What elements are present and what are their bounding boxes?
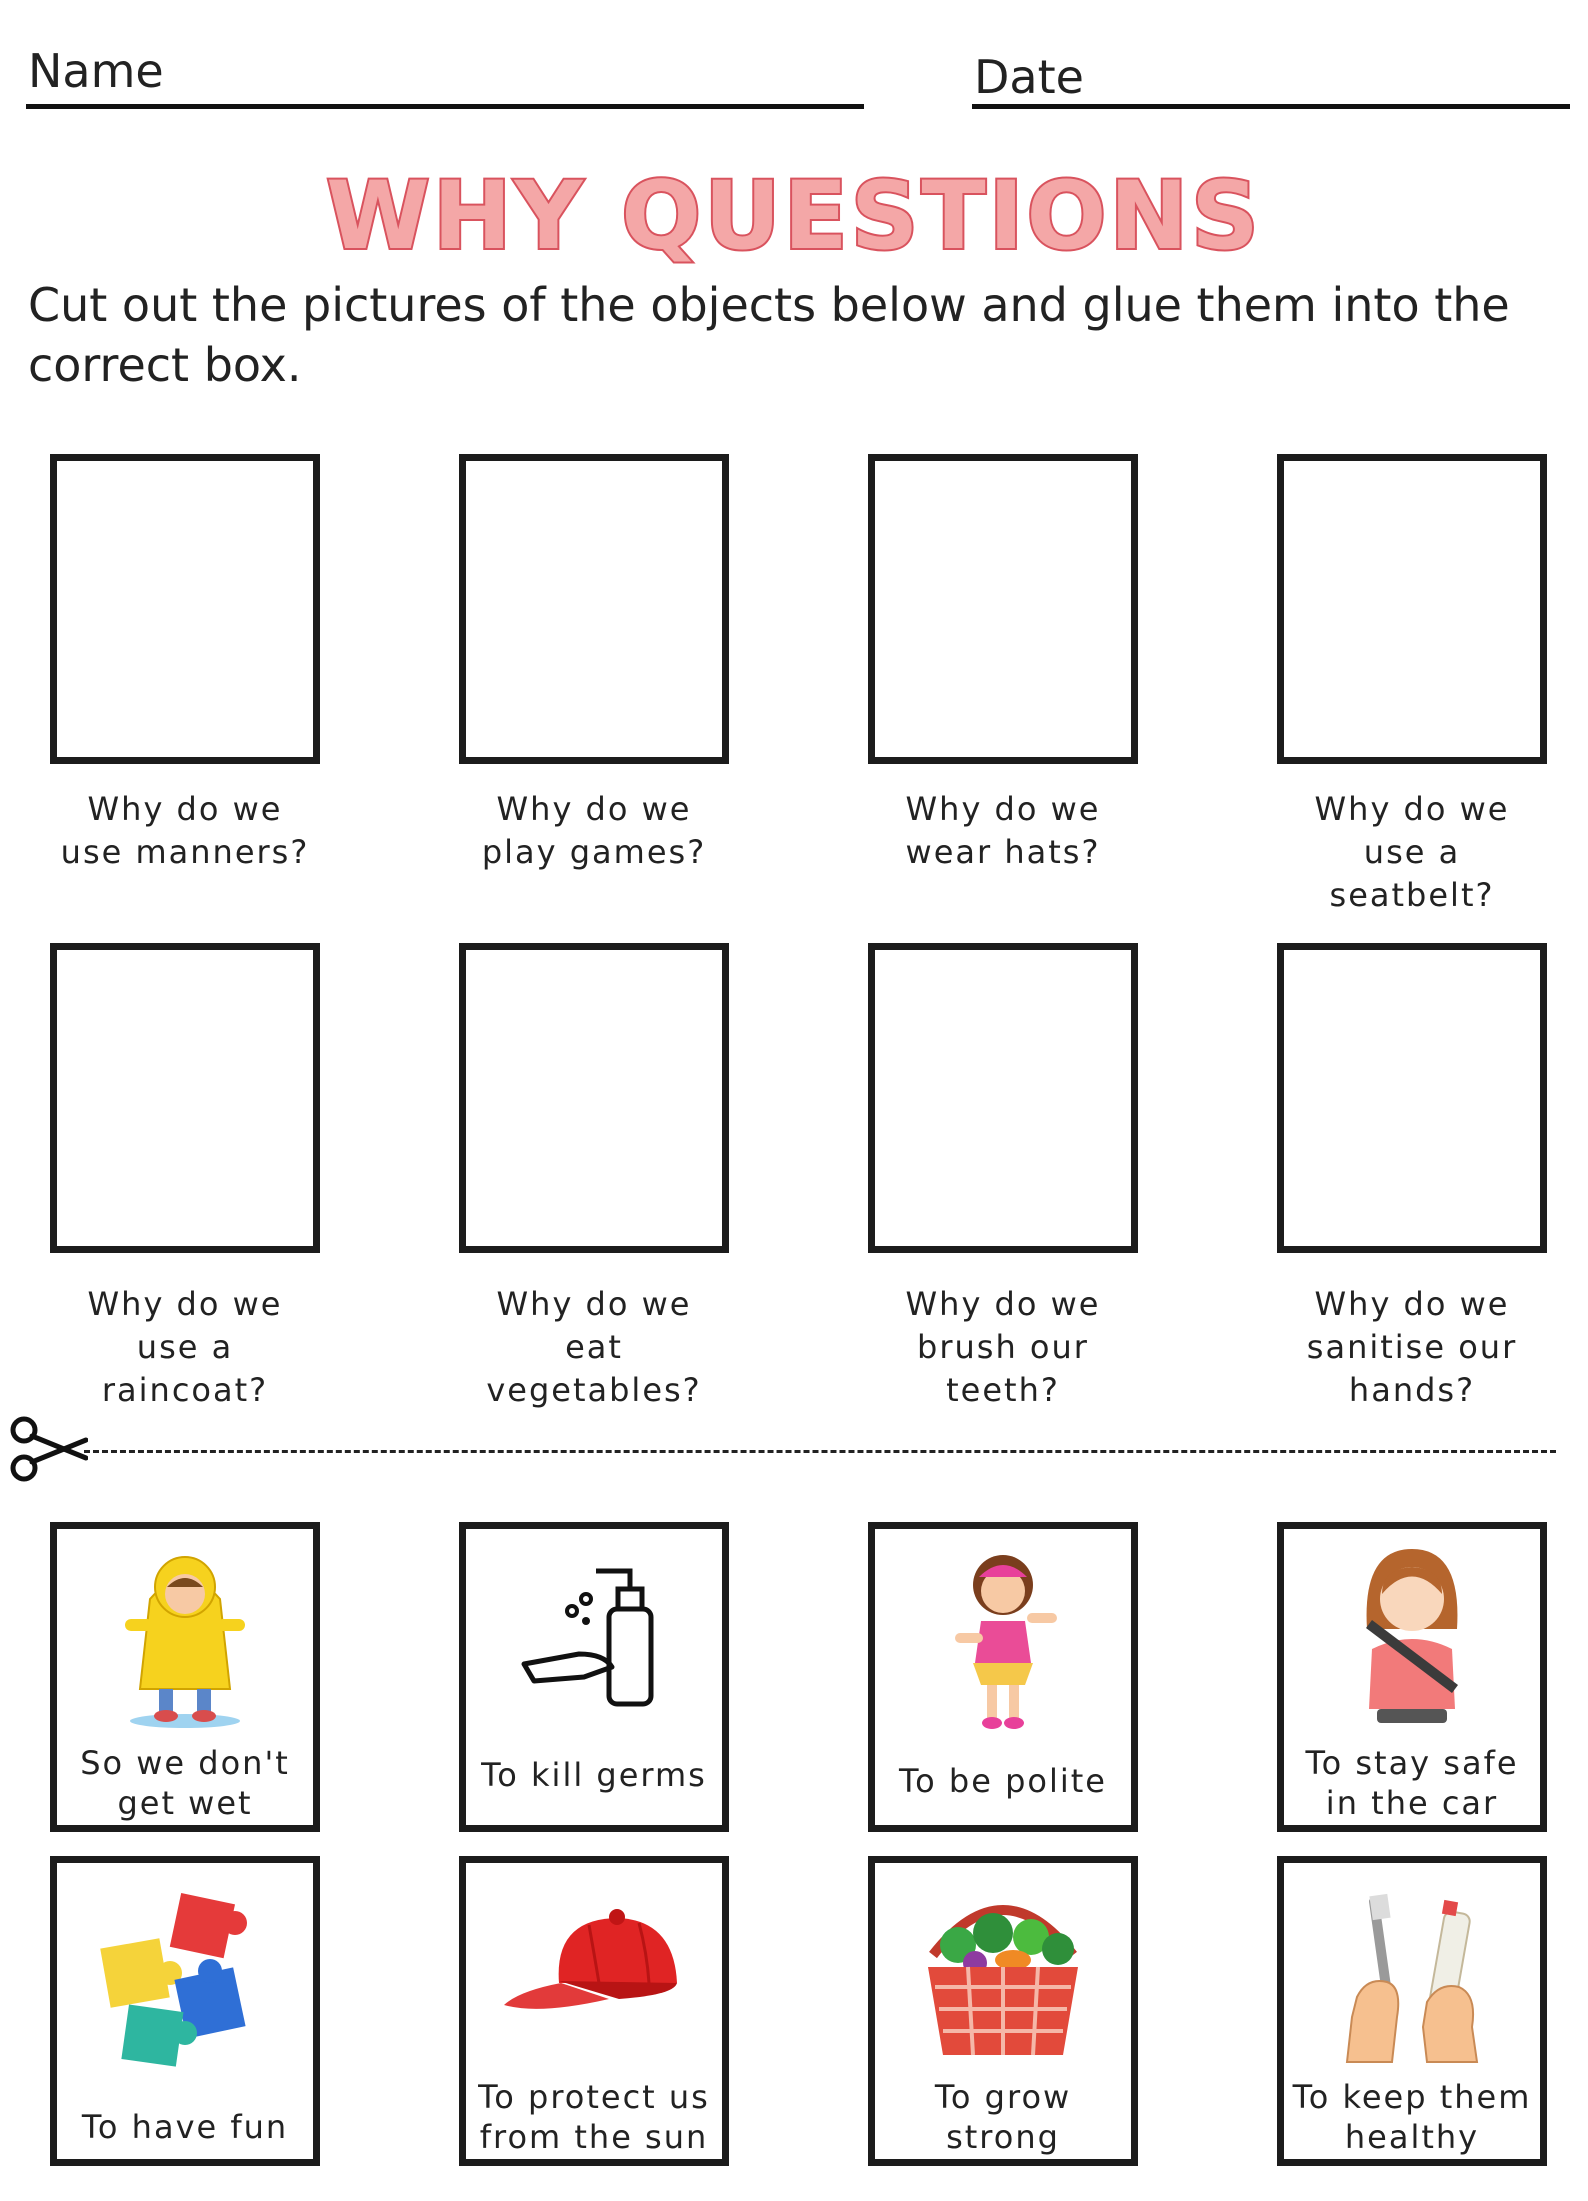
child-raincoat-icon	[115, 1539, 255, 1729]
question-label: Why do we use a seatbelt?	[1314, 790, 1510, 914]
card-label: So we don't get wet	[80, 1744, 290, 1822]
card-label: To kill germs	[481, 1756, 707, 1794]
card-sanitizer[interactable]	[459, 1522, 729, 1832]
answer-box-hands[interactable]	[1277, 943, 1547, 1253]
card-polite[interactable]	[868, 1522, 1138, 1832]
polite-girl-icon	[943, 1543, 1063, 1733]
puzzle-pieces-icon	[95, 1883, 275, 2083]
answer-box-manners[interactable]	[50, 454, 320, 764]
cut-line	[84, 1450, 1556, 1453]
answer-box-vegetables[interactable]	[459, 943, 729, 1253]
card-label: To be polite	[899, 1762, 1107, 1800]
name-line[interactable]	[26, 104, 864, 109]
card-label: To stay safe in the car	[1305, 1744, 1519, 1822]
answer-box-raincoat[interactable]	[50, 943, 320, 1253]
question-label: Why do we eat vegetables?	[486, 1285, 702, 1409]
card-basket[interactable]	[868, 1856, 1138, 2166]
scissors-icon	[8, 1414, 88, 1484]
card-puzzle[interactable]	[50, 1856, 320, 2166]
answer-box-games[interactable]	[459, 454, 729, 764]
instructions: Cut out the pictures of the objects below and glue them into the correct box.	[28, 278, 1510, 392]
card-label: To protect us from the sun	[478, 2078, 710, 2156]
card-seatbelt[interactable]	[1277, 1522, 1547, 1832]
worksheet-title: WHY QUESTIONS	[326, 162, 1262, 271]
answer-box-seatbelt[interactable]	[1277, 454, 1547, 764]
red-cap-icon	[499, 1903, 689, 2033]
date-label: Date	[974, 50, 1084, 104]
question-label: Why do we wear hats?	[905, 790, 1101, 871]
question-label: Why do we use manners?	[60, 790, 310, 871]
answer-box-teeth[interactable]	[868, 943, 1138, 1253]
date-line[interactable]	[972, 104, 1570, 109]
vegetable-basket-icon	[913, 1875, 1093, 2065]
card-toothbrush[interactable]	[1277, 1856, 1547, 2166]
answer-box-hats[interactable]	[868, 454, 1138, 764]
seatbelt-girl-icon	[1347, 1539, 1477, 1729]
question-label: Why do we play games?	[481, 790, 707, 871]
question-label: Why do we use a raincoat?	[87, 1285, 283, 1409]
card-label: To have fun	[81, 2108, 289, 2146]
name-label: Name	[28, 44, 164, 98]
question-label: Why do we brush our teeth?	[905, 1285, 1101, 1409]
card-raincoat[interactable]	[50, 1522, 320, 1832]
hand-sanitizer-icon	[514, 1559, 674, 1719]
card-cap[interactable]	[459, 1856, 729, 2166]
question-label: Why do we sanitise our hands?	[1306, 1285, 1518, 1409]
toothbrush-toothpaste-icon	[1327, 1887, 1497, 2067]
card-label: To grow strong	[934, 2078, 1072, 2156]
card-label: To keep them healthy	[1292, 2078, 1532, 2156]
